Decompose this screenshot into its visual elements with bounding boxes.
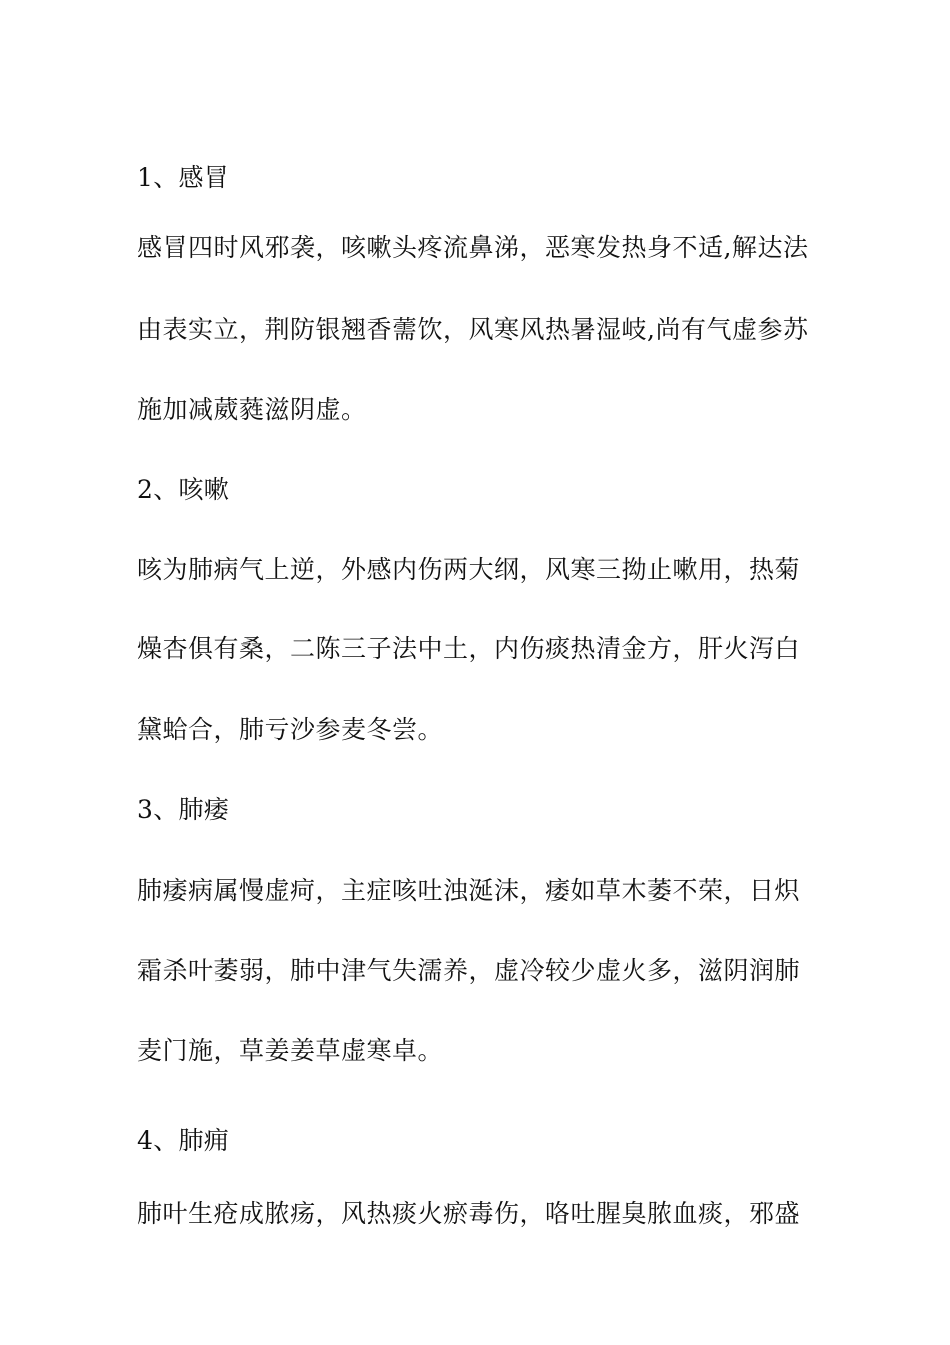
paragraph-line: 感冒四时风邪袭，咳嗽头疼流鼻涕，恶寒发热身不适,解达法: [137, 233, 809, 262]
section-heading-4: 4、肺痈: [137, 1126, 230, 1155]
paragraph-line: 肺痿病属慢虚疴，主症咳吐浊涎沫，痿如草木萎不荣，日炽: [137, 876, 801, 905]
paragraph-line: 肺叶生疮成脓疡，风热痰火瘀毒伤，咯吐腥臭脓血痰，邪盛: [137, 1199, 801, 1228]
section-heading-1: 1、感冒: [137, 163, 230, 192]
paragraph-line: 黛蛤合，肺亏沙参麦冬尝。: [137, 715, 444, 744]
section-heading-2: 2、咳嗽: [137, 475, 230, 504]
paragraph-line: 燥杏俱有桑，二陈三子法中土，内伤痰热清金方，肝火泻白: [137, 634, 801, 663]
paragraph-line: 麦门施，草姜姜草虚寒卓。: [137, 1036, 444, 1065]
paragraph-line: 由表实立，荆防银翘香薷饮，风寒风热暑湿岐,尚有气虚参苏: [137, 315, 809, 344]
paragraph-line: 霜杀叶萎弱，肺中津气失濡养，虚冷较少虚火多，滋阴润肺: [137, 956, 801, 985]
section-heading-3: 3、肺痿: [137, 795, 230, 824]
paragraph-line: 施加减葳蕤滋阴虚。: [137, 395, 367, 424]
paragraph-line: 咳为肺病气上逆，外感内伤两大纲，风寒三拗止嗽用，热菊: [137, 555, 801, 584]
